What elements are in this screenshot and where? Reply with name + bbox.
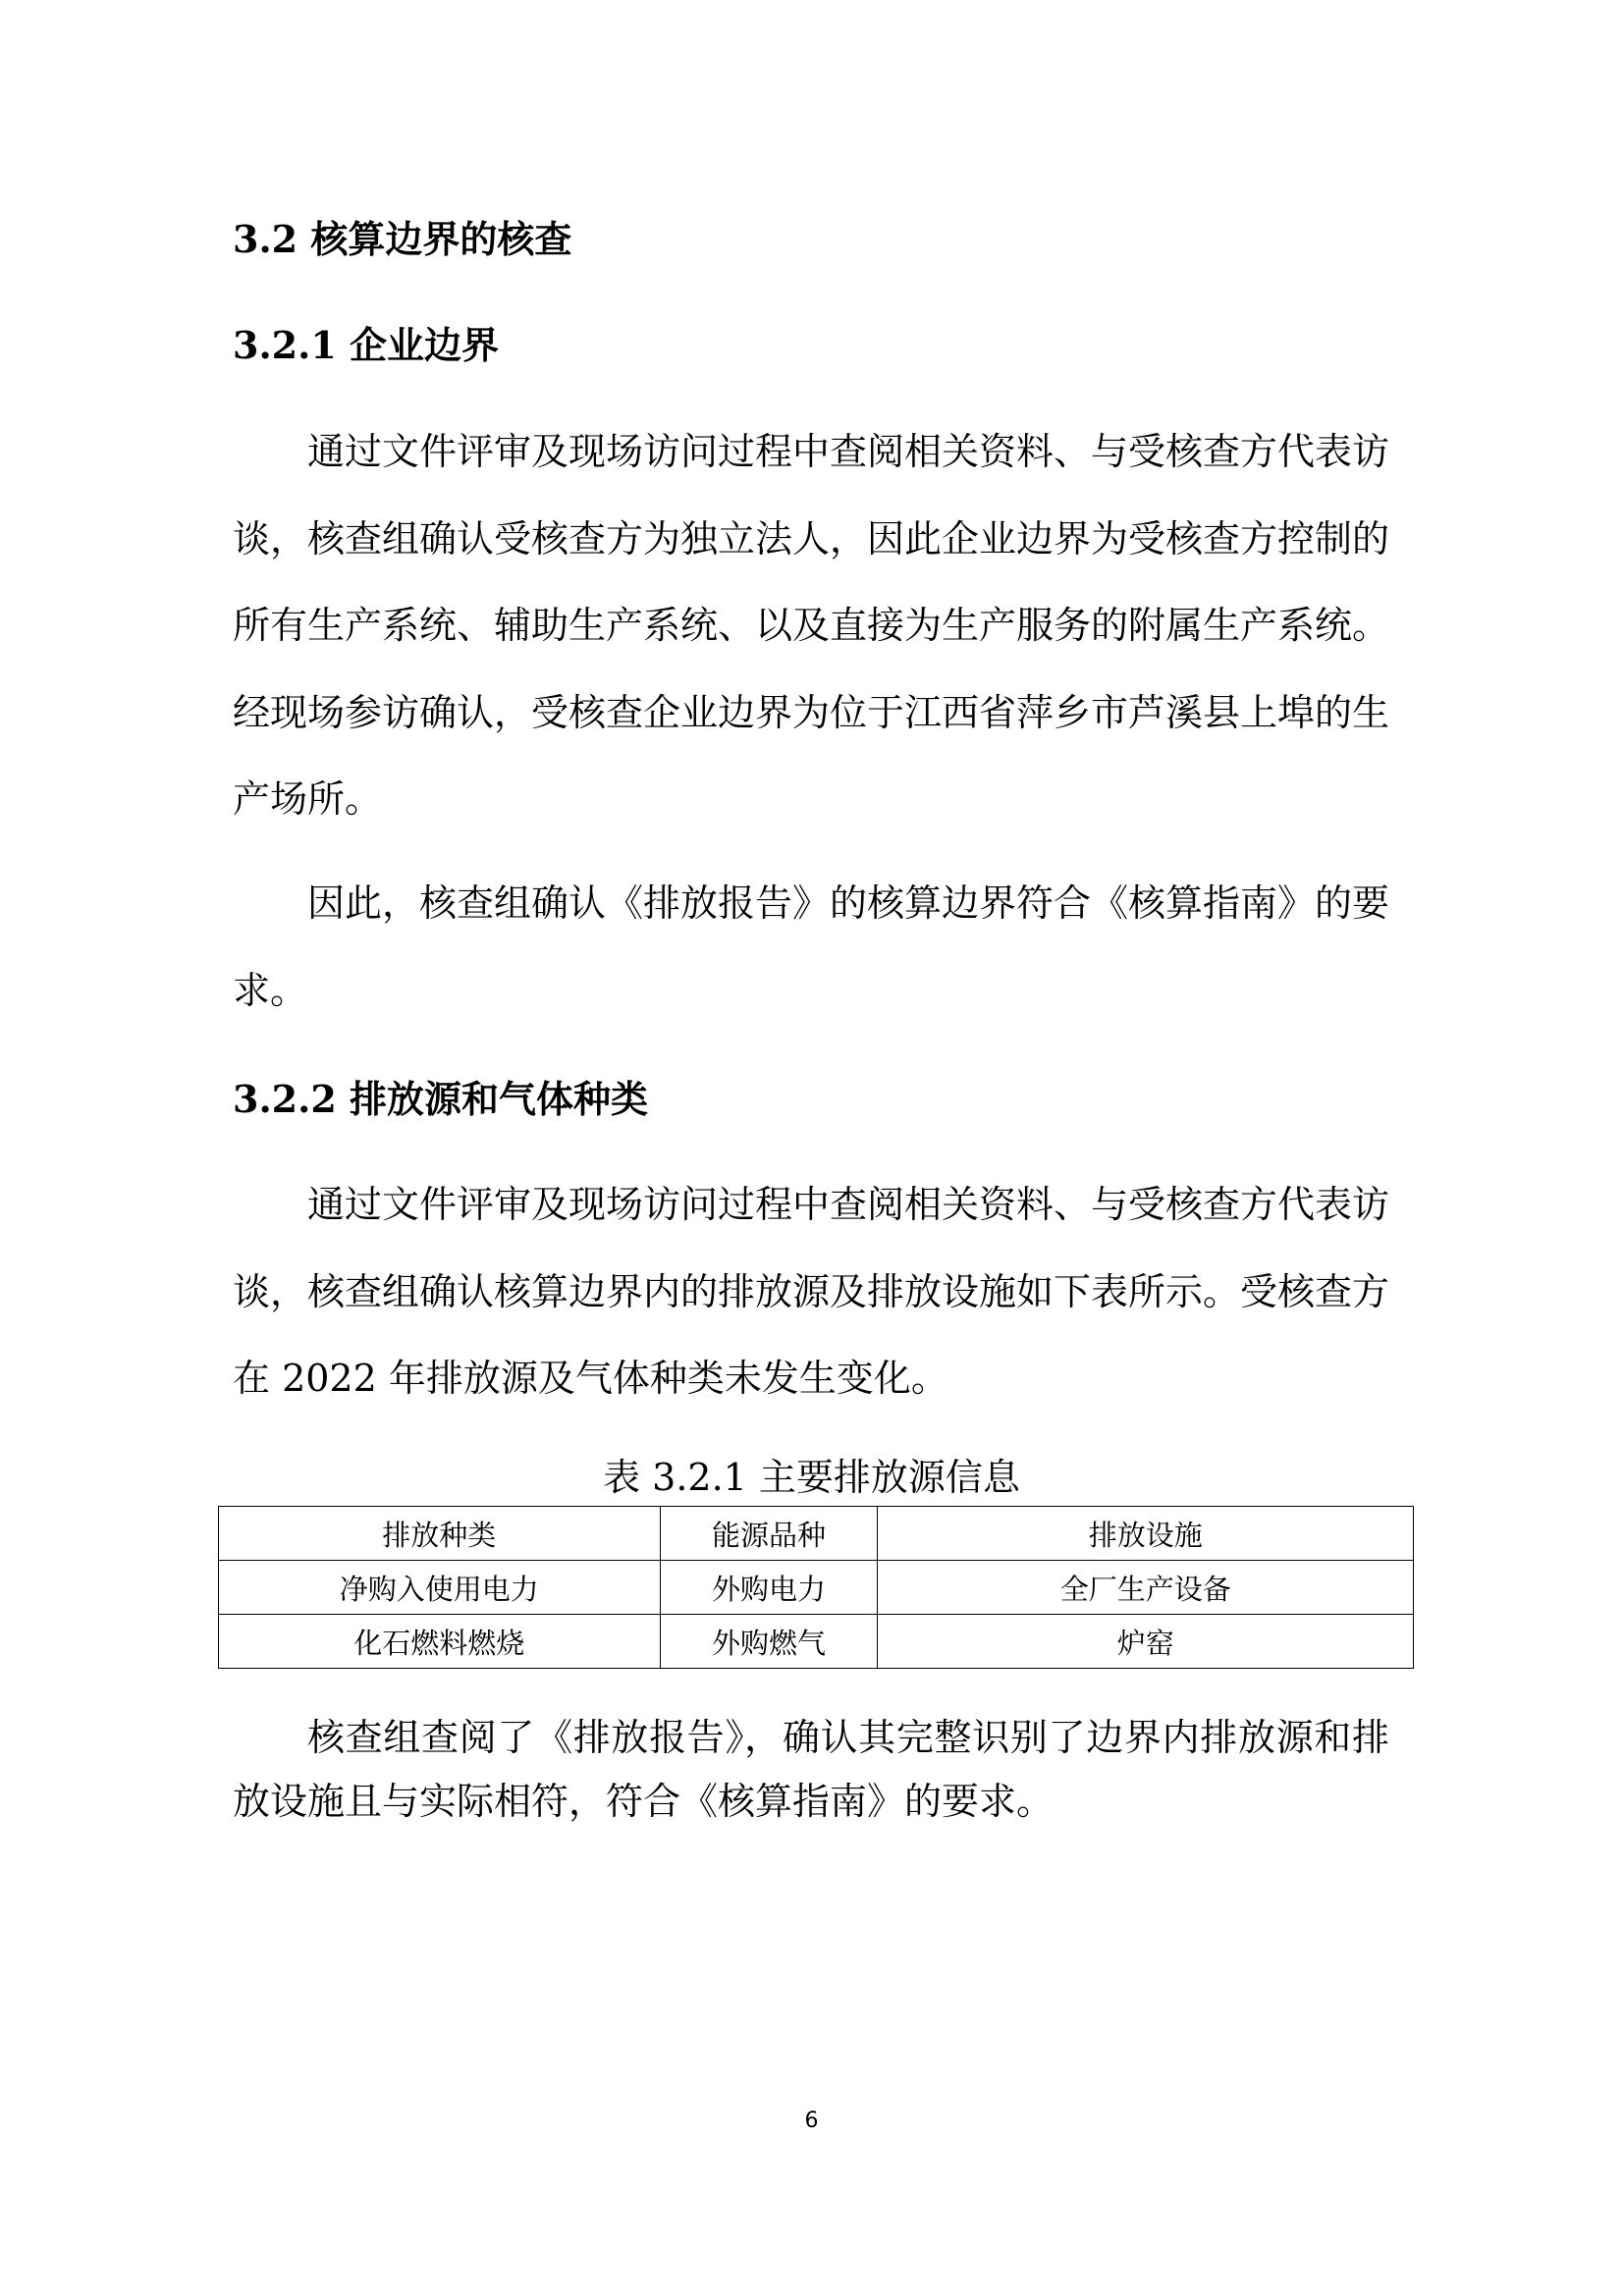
table-conclusion-paragraph: 核查组查阅了《排放报告》，确认其完整识别了边界内排放源和排放设施且与实际相符，符合《核算指南》的要求。: [233, 1716, 1389, 1823]
table-cell: 炉窑: [878, 1615, 1414, 1669]
boundary-conclusion-paragraph: 因此，核查组确认《排放报告》的核算边界符合《核算指南》的要求。: [233, 881, 1390, 1012]
table-cell: 外购电力: [660, 1561, 878, 1615]
table-header-emission-facility: 排放设施: [878, 1507, 1414, 1561]
table-cell: 全厂生产设备: [878, 1561, 1414, 1615]
subsection-heading-enterprise-boundary: 3.2.1 企业边界: [233, 323, 500, 367]
emission-sources-paragraph: 通过文件评审及现场访问过程中查阅相关资料、与受核查方代表访谈，核查组确认核算边界内的排放源及排放设施如下表所示。受核查方在 2022 年排放源及气体种类未发生变化。: [233, 1183, 1390, 1400]
table-header-row: [219, 1507, 1414, 1561]
table-caption: 表 3.2.1 主要排放源信息: [603, 1456, 1020, 1499]
table-header-emission-type: 排放种类: [219, 1507, 661, 1561]
section-heading: 3.2 核算边界的核查: [233, 217, 572, 261]
table-row: [219, 1615, 1414, 1669]
page-number: 6: [804, 2109, 819, 2133]
table-cell: 净购入使用电力: [219, 1561, 661, 1615]
table-header-energy-type: 能源品种: [660, 1507, 878, 1561]
table-row: [219, 1561, 1414, 1615]
emission-sources-table: [218, 1506, 1414, 1669]
table-cell: 化石燃料燃烧: [219, 1615, 661, 1669]
table-cell: 外购燃气: [660, 1615, 878, 1669]
subsection-heading-emission-sources: 3.2.2 排放源和气体种类: [233, 1077, 649, 1121]
enterprise-boundary-paragraph: 通过文件评审及现场访问过程中查阅相关资料、与受核查方代表访谈，核查组确认受核查方为独立法人，因此企业边界为受核查方控制的所有生产系统、辅助生产系统、以及直接为生产服务的附属生产系统。经现场参访确认，受核查企业边界为位于江西省萍乡市芦溪县上埠的生产场所。: [233, 430, 1390, 821]
